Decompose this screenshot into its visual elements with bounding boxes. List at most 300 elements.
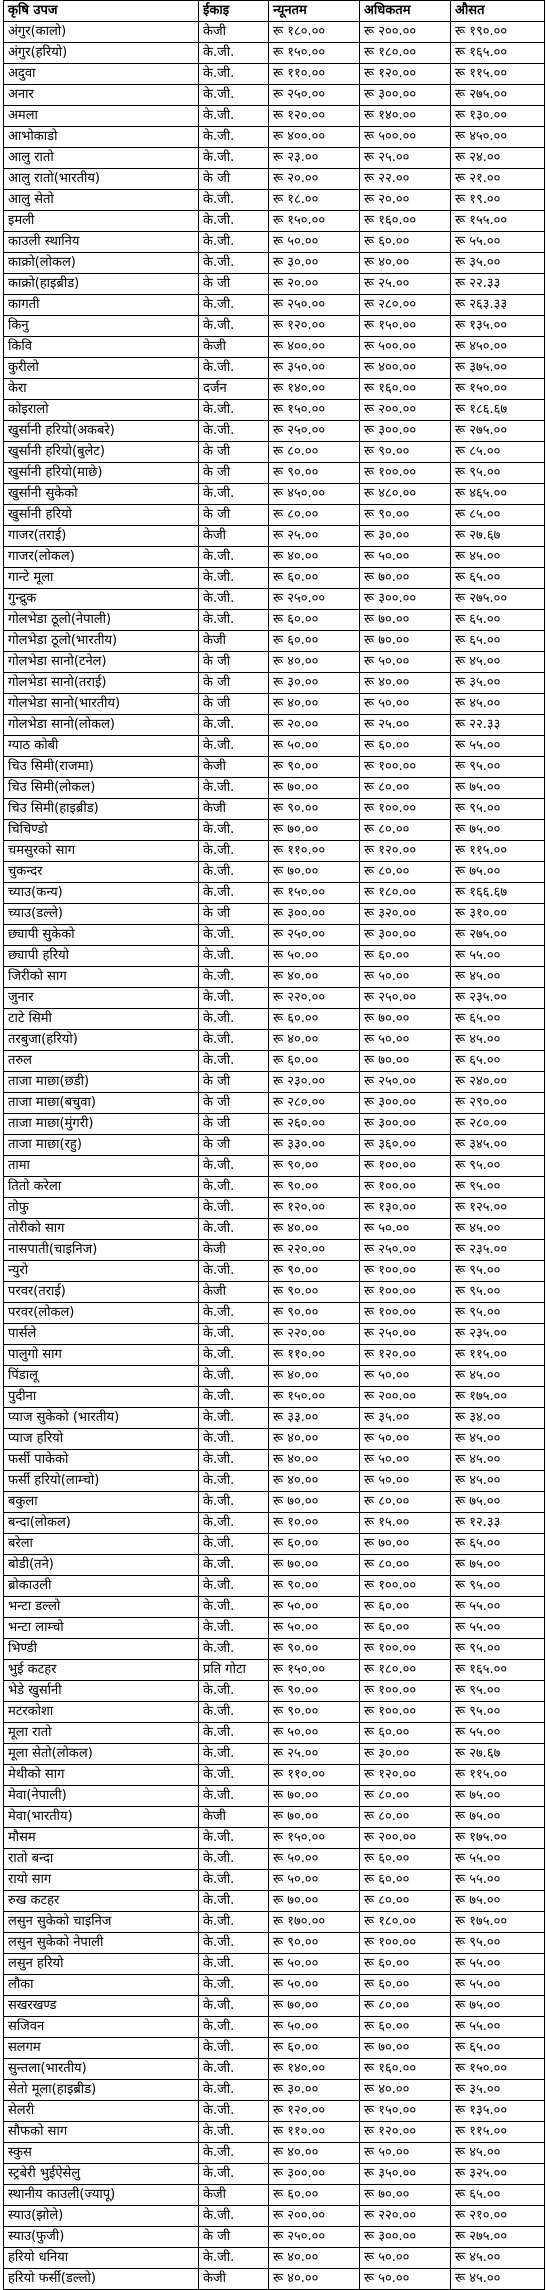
cell-average: रू ५५.०० <box>451 736 545 757</box>
cell-minimum: रू ५०.०० <box>269 736 360 757</box>
cell-maximum: रू १८०.०० <box>360 1912 451 1933</box>
cell-minimum: रू ६०.०० <box>269 1534 360 1555</box>
cell-maximum: रू ४०.०० <box>360 253 451 274</box>
cell-unit: केजी <box>199 1807 269 1828</box>
cell-maximum: रू ८०.०० <box>360 820 451 841</box>
cell-average: रू ९५.०० <box>451 1177 545 1198</box>
cell-unit: के जी <box>199 505 269 526</box>
table-row <box>4 820 545 841</box>
cell-unit: के.जी. <box>199 1450 269 1471</box>
cell-unit: केजी <box>199 799 269 820</box>
cell-minimum: रू ७०.०० <box>269 778 360 799</box>
cell-minimum: रू ११०.०० <box>269 64 360 85</box>
cell-produce: चुकन्दर <box>4 862 199 883</box>
table-row <box>4 1870 545 1891</box>
cell-maximum: रू १२०.०० <box>360 64 451 85</box>
price-table <box>3 0 545 2290</box>
cell-minimum: रू ९०.०० <box>269 1681 360 1702</box>
cell-minimum: रू २५०.०० <box>269 295 360 316</box>
table-row <box>4 1975 545 1996</box>
cell-minimum: रू ४०.०० <box>269 694 360 715</box>
table-row <box>4 1240 545 1261</box>
cell-unit: के.जी. <box>199 1723 269 1744</box>
table-row <box>4 169 545 190</box>
table-row <box>4 274 545 295</box>
cell-average: रू ६५.०० <box>451 631 545 652</box>
cell-unit: के.जी. <box>199 1009 269 1030</box>
cell-minimum: रू ९०.०० <box>269 1702 360 1723</box>
cell-average: रू २४.०० <box>451 148 545 169</box>
cell-unit: के.जी. <box>199 1156 269 1177</box>
cell-average: रू २३५.०० <box>451 1324 545 1345</box>
cell-average: रू ८५.०० <box>451 442 545 463</box>
cell-minimum: रू ९०.०० <box>269 463 360 484</box>
table-row <box>4 358 545 379</box>
table-row <box>4 211 545 232</box>
cell-unit: के.जी. <box>199 316 269 337</box>
table-row <box>4 673 545 694</box>
cell-produce: ताजा माछा(बचुवा) <box>4 1093 199 1114</box>
cell-minimum: रू ४००.०० <box>269 337 360 358</box>
header-produce: कृषि उपज <box>4 1 199 22</box>
table-row <box>4 967 545 988</box>
cell-produce: सजिवन <box>4 2017 199 2038</box>
table-row <box>4 316 545 337</box>
cell-produce: अदुवा <box>4 64 199 85</box>
cell-average: रू ९५.०० <box>451 799 545 820</box>
cell-maximum: रू ३००.०० <box>360 421 451 442</box>
cell-produce: गोलभेडा सानो(लोकल) <box>4 715 199 736</box>
cell-maximum: रू १००.०० <box>360 1303 451 1324</box>
table-row <box>4 1576 545 1597</box>
cell-average: रू ९५.०० <box>451 757 545 778</box>
cell-average: रू ४५.०० <box>451 1219 545 1240</box>
cell-average: रू ४५०.०० <box>451 337 545 358</box>
cell-maximum: रू ८०.०० <box>360 1555 451 1576</box>
header-minimum: न्यूनतम <box>269 1 360 22</box>
table-body <box>4 22 545 2290</box>
table-row <box>4 421 545 442</box>
cell-average: रू ६५.०० <box>451 2185 545 2206</box>
cell-minimum: रू ११०.०० <box>269 841 360 862</box>
cell-maximum: रू १००.०० <box>360 1261 451 1282</box>
cell-average: रू ९५.०० <box>451 1702 545 1723</box>
cell-maximum: रू २५०.०० <box>360 1072 451 1093</box>
cell-minimum: रू २५०.०० <box>269 589 360 610</box>
table-row <box>4 2101 545 2122</box>
cell-unit: के.जी. <box>199 1555 269 1576</box>
cell-unit: के.जी. <box>199 568 269 589</box>
cell-maximum: रू २५.०० <box>360 148 451 169</box>
table-row <box>4 1198 545 1219</box>
cell-maximum: रू ८०.०० <box>360 1996 451 2017</box>
cell-produce: ग्याठ कोबी <box>4 736 199 757</box>
table-row <box>4 2059 545 2080</box>
table-row <box>4 1303 545 1324</box>
cell-produce: गोलभेडा सानो(भारतीय) <box>4 694 199 715</box>
cell-unit: के.जी. <box>199 610 269 631</box>
cell-produce: तोफु <box>4 1198 199 1219</box>
cell-minimum: रू ९०.०० <box>269 1303 360 1324</box>
table-row <box>4 1177 545 1198</box>
cell-minimum: रू ४०.०० <box>269 2143 360 2164</box>
cell-minimum: रू ४०.०० <box>269 1030 360 1051</box>
cell-produce: सलगम <box>4 2038 199 2059</box>
cell-unit: केजी <box>199 337 269 358</box>
cell-unit: के जी <box>199 652 269 673</box>
cell-unit: के.जी. <box>199 1765 269 1786</box>
cell-average: रू ९५.०० <box>451 463 545 484</box>
cell-average: रू १५५.०० <box>451 211 545 232</box>
cell-maximum: रू १८०.०० <box>360 43 451 64</box>
cell-minimum: रू २०.०० <box>269 169 360 190</box>
cell-produce: प्याज हरियो <box>4 1429 199 1450</box>
cell-unit: के.जी. <box>199 820 269 841</box>
cell-minimum: रू १२०.०० <box>269 1198 360 1219</box>
cell-unit: के.जी. <box>199 547 269 568</box>
table-row <box>4 1702 545 1723</box>
table-row <box>4 1135 545 1156</box>
table-row <box>4 1156 545 1177</box>
cell-produce: लौका <box>4 1975 199 1996</box>
cell-unit: के.जी. <box>199 1618 269 1639</box>
table-row <box>4 232 545 253</box>
cell-average: रू १५०.०० <box>451 2059 545 2080</box>
cell-average: रू ७५.०० <box>451 778 545 799</box>
cell-unit: के.जी. <box>199 1324 269 1345</box>
cell-produce: कोइरालो <box>4 400 199 421</box>
cell-maximum: रू १००.०० <box>360 463 451 484</box>
cell-unit: के.जी. <box>199 1471 269 1492</box>
cell-minimum: रू १५०.०० <box>269 1660 360 1681</box>
table-row <box>4 1366 545 1387</box>
cell-unit: के.जी. <box>199 1408 269 1429</box>
cell-produce: मटरकोशा <box>4 1702 199 1723</box>
cell-unit: केजी <box>199 757 269 778</box>
table-row <box>4 2122 545 2143</box>
cell-produce: च्याउ(कन्य) <box>4 883 199 904</box>
cell-unit: के.जी. <box>199 1891 269 1912</box>
cell-unit: के.जी. <box>199 1702 269 1723</box>
cell-unit: केजी <box>199 1282 269 1303</box>
cell-average: रू १९.०० <box>451 190 545 211</box>
cell-minimum: रू ९०.०० <box>269 799 360 820</box>
cell-maximum: रू १००.०० <box>360 757 451 778</box>
cell-minimum: रू १४०.०० <box>269 379 360 400</box>
cell-average: रू ५५.०० <box>451 1849 545 1870</box>
table-row <box>4 1051 545 1072</box>
cell-produce: गोलभेडा सानो(टनेल) <box>4 652 199 673</box>
cell-average: रू १७५.०० <box>451 1387 545 1408</box>
cell-unit: के.जी. <box>199 484 269 505</box>
table-row <box>4 1513 545 1534</box>
cell-average: रू २७५.०० <box>451 2227 545 2248</box>
table-row <box>4 1828 545 1849</box>
cell-produce: स्याउ(फुजी) <box>4 2227 199 2248</box>
table-row <box>4 1114 545 1135</box>
cell-maximum: रू २००.०० <box>360 1387 451 1408</box>
cell-produce: गुन्द्रुक <box>4 589 199 610</box>
cell-unit: के.जी. <box>199 1429 269 1450</box>
table-row <box>4 1387 545 1408</box>
cell-maximum: रू ६०.०० <box>360 1618 451 1639</box>
cell-produce: फर्सी पाकेको <box>4 1450 199 1471</box>
cell-average: रू ४५.०० <box>451 694 545 715</box>
cell-minimum: रू ४०.०० <box>269 2248 360 2269</box>
cell-unit: के.जी. <box>199 736 269 757</box>
cell-maximum: रू ३५०.०० <box>360 2164 451 2185</box>
cell-unit: के.जी. <box>199 1261 269 1282</box>
cell-produce: किवि <box>4 337 199 358</box>
cell-maximum: रू ६०.०० <box>360 1870 451 1891</box>
table-row <box>4 1009 545 1030</box>
cell-minimum: रू ५०.०० <box>269 1954 360 1975</box>
cell-maximum: रू १२०.०० <box>360 1345 451 1366</box>
cell-average: रू ७५.०० <box>451 820 545 841</box>
cell-minimum: रू ५०.०० <box>269 1870 360 1891</box>
cell-maximum: रू २००.०० <box>360 22 451 43</box>
cell-average: रू ८५.०० <box>451 505 545 526</box>
cell-average: रू ७५.०० <box>451 1807 545 1828</box>
cell-average: रू ७५.०० <box>451 1891 545 1912</box>
cell-average: रू २१.०० <box>451 169 545 190</box>
cell-minimum: रू १५०.०० <box>269 43 360 64</box>
cell-average: रू ४५.०० <box>451 2248 545 2269</box>
cell-average: रू ९५.०० <box>451 1639 545 1660</box>
cell-unit: के.जी. <box>199 1681 269 1702</box>
table-row <box>4 22 545 43</box>
cell-maximum: रू १६०.०० <box>360 2059 451 2080</box>
cell-maximum: रू १२०.०० <box>360 841 451 862</box>
cell-average: रू ५५.०० <box>451 232 545 253</box>
table-row <box>4 442 545 463</box>
cell-minimum: रू २५.०० <box>269 526 360 547</box>
cell-minimum: रू १८.०० <box>269 190 360 211</box>
cell-average: रू २७५.०० <box>451 589 545 610</box>
cell-unit: के.जी. <box>199 190 269 211</box>
cell-maximum: रू ९०.०० <box>360 442 451 463</box>
table-row <box>4 778 545 799</box>
table-row <box>4 1660 545 1681</box>
table-row <box>4 988 545 1009</box>
cell-maximum: रू ३००.०० <box>360 2227 451 2248</box>
cell-produce: पार्सले <box>4 1324 199 1345</box>
cell-average: रू १६६.६७ <box>451 883 545 904</box>
cell-unit: के.जी. <box>199 253 269 274</box>
cell-unit: के.जी. <box>199 1849 269 1870</box>
cell-maximum: रू १८०.०० <box>360 1660 451 1681</box>
cell-unit: केजी <box>199 631 269 652</box>
cell-unit: के.जी. <box>199 1177 269 1198</box>
cell-minimum: रू ९०.०० <box>269 1933 360 1954</box>
cell-average: रू ४५.०० <box>451 967 545 988</box>
cell-produce: छ्यापी हरियो <box>4 946 199 967</box>
table-row <box>4 1744 545 1765</box>
cell-produce: कागती <box>4 295 199 316</box>
header-row <box>4 1 545 22</box>
table-row <box>4 1849 545 1870</box>
cell-maximum: रू ४००.०० <box>360 358 451 379</box>
cell-maximum: रू ५०.०० <box>360 1030 451 1051</box>
table-row <box>4 1912 545 1933</box>
cell-maximum: रू ६०.०० <box>360 1597 451 1618</box>
cell-maximum: रू १६०.०० <box>360 379 451 400</box>
cell-minimum: रू १८०.०० <box>269 22 360 43</box>
cell-produce: अनार <box>4 85 199 106</box>
cell-average: रू १२५.०० <box>451 1198 545 1219</box>
table-row <box>4 2227 545 2248</box>
cell-unit: के.जी. <box>199 1744 269 1765</box>
cell-average: रू ११५.०० <box>451 64 545 85</box>
cell-maximum: रू ३६०.०० <box>360 1135 451 1156</box>
table-row <box>4 1324 545 1345</box>
cell-maximum: रू ४०.०० <box>360 673 451 694</box>
cell-unit: के.जी. <box>199 715 269 736</box>
cell-minimum: रू ६०.०० <box>269 2038 360 2059</box>
cell-unit: के.जी. <box>199 1303 269 1324</box>
table-row <box>4 883 545 904</box>
cell-maximum: रू ५०.०० <box>360 694 451 715</box>
cell-minimum: रू ४०.०० <box>269 652 360 673</box>
cell-average: रू ३४५.०० <box>451 1135 545 1156</box>
cell-maximum: रू ३००.०० <box>360 1093 451 1114</box>
table-row <box>4 1261 545 1282</box>
cell-minimum: रू ७०.०० <box>269 1996 360 2017</box>
cell-produce: गोलभेडा ठूलो(भारतीय) <box>4 631 199 652</box>
cell-maximum: रू १००.०० <box>360 1282 451 1303</box>
cell-unit: के.जी. <box>199 841 269 862</box>
cell-minimum: रू २०.०० <box>269 715 360 736</box>
table-row <box>4 526 545 547</box>
cell-maximum: रू १२०.०० <box>360 1765 451 1786</box>
cell-average: रू ६५.०० <box>451 2038 545 2059</box>
cell-minimum: रू ९०.०० <box>269 1261 360 1282</box>
cell-minimum: रू ९०.०० <box>269 1282 360 1303</box>
cell-produce: बन्दा(लोकल) <box>4 1513 199 1534</box>
table-row <box>4 2248 545 2269</box>
cell-minimum: रू ७०.०० <box>269 1807 360 1828</box>
cell-unit: केजी <box>199 22 269 43</box>
cell-minimum: रू ३०.०० <box>269 253 360 274</box>
cell-minimum: रू ४०.०० <box>269 547 360 568</box>
table-row <box>4 589 545 610</box>
cell-produce: फर्सी हरियो(लाम्चो) <box>4 1471 199 1492</box>
cell-minimum: रू ८०.०० <box>269 442 360 463</box>
cell-maximum: रू ३००.०० <box>360 589 451 610</box>
cell-average: रू १७५.०० <box>451 1828 545 1849</box>
cell-minimum: रू १२०.०० <box>269 316 360 337</box>
cell-produce: सौफको साग <box>4 2122 199 2143</box>
cell-produce: टाटे सिमी <box>4 1009 199 1030</box>
cell-unit: के.जी. <box>199 85 269 106</box>
cell-unit: के.जी. <box>199 1870 269 1891</box>
cell-produce: भन्टा डल्लो <box>4 1597 199 1618</box>
table-row <box>4 2017 545 2038</box>
table-row <box>4 1996 545 2017</box>
cell-produce: काक्रो(लोकल) <box>4 253 199 274</box>
cell-maximum: रू २००.०० <box>360 1828 451 1849</box>
table-row <box>4 1891 545 1912</box>
cell-produce: परवर(लोकल) <box>4 1303 199 1324</box>
cell-unit: के.जी. <box>199 925 269 946</box>
cell-average: रू १६५.०० <box>451 1660 545 1681</box>
cell-maximum: रू ७०.०० <box>360 631 451 652</box>
cell-produce: ब्रोकाउली <box>4 1576 199 1597</box>
cell-produce: परवर(तराई) <box>4 1282 199 1303</box>
table-row <box>4 1072 545 1093</box>
cell-produce: आभोकाडो <box>4 127 199 148</box>
table-row <box>4 568 545 589</box>
cell-minimum: रू ९०.०० <box>269 757 360 778</box>
cell-average: रू ७५.०० <box>451 1492 545 1513</box>
cell-average: रू २६३.३३ <box>451 295 545 316</box>
cell-minimum: रू १५०.०० <box>269 1387 360 1408</box>
cell-minimum: रू ७०.०० <box>269 862 360 883</box>
cell-maximum: रू ६०.०० <box>360 1975 451 1996</box>
cell-produce: पालुगो साग <box>4 1345 199 1366</box>
cell-average: रू ५५.०० <box>451 2017 545 2038</box>
cell-maximum: रू ७०.०० <box>360 2038 451 2059</box>
cell-unit: केजी <box>199 1240 269 1261</box>
cell-unit: के.जी. <box>199 127 269 148</box>
cell-minimum: रू ४०.०० <box>269 1366 360 1387</box>
cell-maximum: रू १८०.०० <box>360 883 451 904</box>
cell-minimum: रू ७०.०० <box>269 1786 360 1807</box>
cell-unit: के.जी. <box>199 2017 269 2038</box>
table-row <box>4 484 545 505</box>
cell-unit: के.जी. <box>199 1219 269 1240</box>
cell-maximum: रू २५०.०० <box>360 1324 451 1345</box>
cell-average: रू १५०.०० <box>451 379 545 400</box>
cell-unit: के जी <box>199 2227 269 2248</box>
cell-produce: कुरीलो <box>4 358 199 379</box>
cell-unit: के.जी. <box>199 1513 269 1534</box>
cell-average: रू ७५.०० <box>451 1996 545 2017</box>
cell-produce: स्ट्रबेरी भुईऐसेलु <box>4 2164 199 2185</box>
cell-produce: भिण्डी <box>4 1639 199 1660</box>
cell-average: रू १७५.०० <box>451 1912 545 1933</box>
cell-produce: तरुल <box>4 1051 199 1072</box>
cell-unit: के.जी. <box>199 2080 269 2101</box>
cell-minimum: रू ७०.०० <box>269 1555 360 1576</box>
cell-maximum: रू ५०.०० <box>360 1471 451 1492</box>
cell-average: रू २७५.०० <box>451 85 545 106</box>
cell-average: रू ७५.०० <box>451 1786 545 1807</box>
cell-minimum: रू ७०.०० <box>269 1492 360 1513</box>
cell-unit: के.जी. <box>199 1387 269 1408</box>
cell-average: रू ४५०.०० <box>451 127 545 148</box>
cell-maximum: रू ६०.०० <box>360 946 451 967</box>
cell-minimum: रू ११०.०० <box>269 2122 360 2143</box>
table-row <box>4 1471 545 1492</box>
cell-unit: के जी <box>199 694 269 715</box>
table-row <box>4 2185 545 2206</box>
cell-minimum: रू ४०.०० <box>269 1219 360 1240</box>
cell-produce: भुई कटहर <box>4 1660 199 1681</box>
cell-produce: मेवा(नेपाली) <box>4 1786 199 1807</box>
cell-minimum: रू ६०.०० <box>269 631 360 652</box>
cell-produce: हरियो धनिया <box>4 2248 199 2269</box>
cell-unit: के.जी. <box>199 106 269 127</box>
cell-maximum: रू ३००.०० <box>360 925 451 946</box>
cell-unit: के.जी. <box>199 2143 269 2164</box>
cell-minimum: रू ६०.०० <box>269 610 360 631</box>
cell-minimum: रू ३३०.०० <box>269 1135 360 1156</box>
cell-produce: चिचिण्डो <box>4 820 199 841</box>
table-row <box>4 2080 545 2101</box>
cell-minimum: रू ७०.०० <box>269 820 360 841</box>
cell-produce: च्याउ(डल्ले) <box>4 904 199 925</box>
